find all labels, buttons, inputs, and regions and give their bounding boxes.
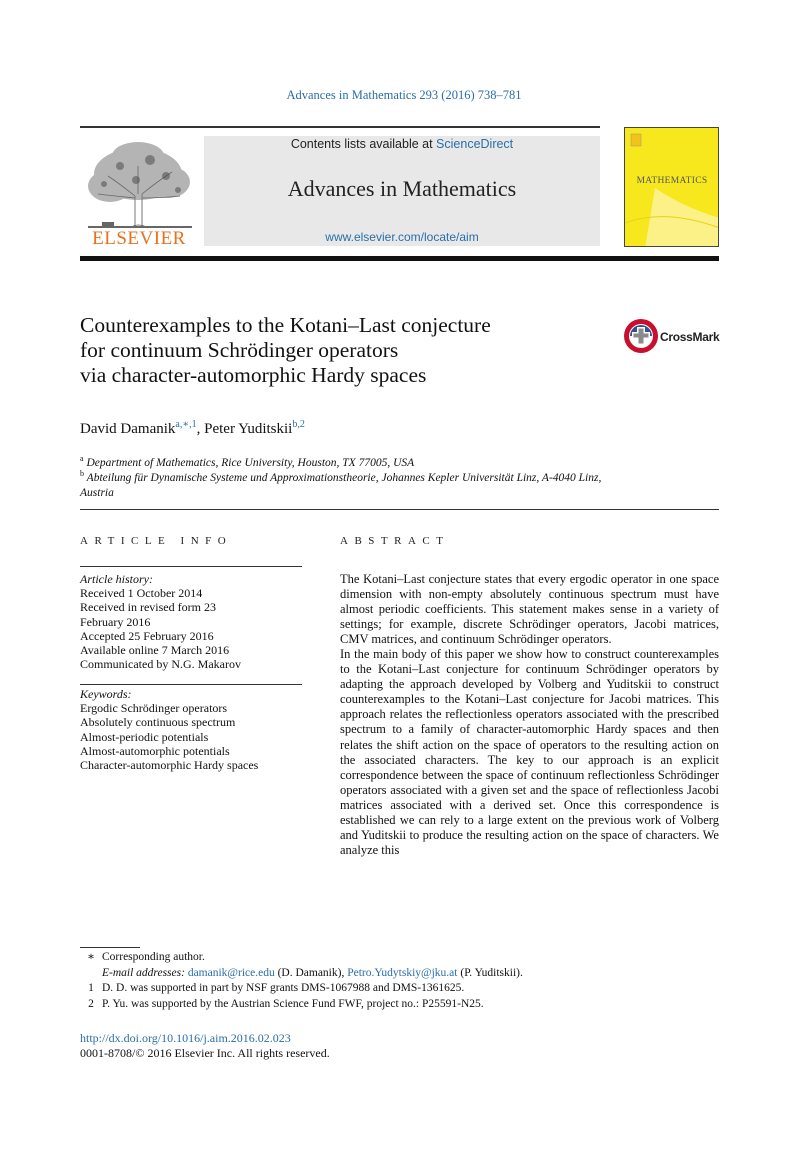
affiliation-text: Department of Mathematics, Rice University, Houston, TX 77005, USA: [86, 456, 415, 469]
history-item: February 2016: [80, 614, 151, 629]
elsevier-wordmark: ELSEVIER: [92, 228, 186, 249]
affiliation-mark: a: [80, 454, 84, 463]
cover-artwork-icon: [625, 128, 719, 247]
copyright: 0001-8708/© 2016 Elsevier Inc. All rights reserved.: [80, 1046, 330, 1060]
section-rule: [80, 509, 719, 510]
footnote-mark: 2: [88, 998, 94, 1010]
history-item: Accepted 25 February 2016: [80, 628, 214, 643]
journal-url-link[interactable]: www.elsevier.com/locate/aim: [325, 230, 479, 244]
footnote-rule: [80, 947, 140, 948]
author-marks[interactable]: b,2: [292, 419, 305, 430]
author-marks[interactable]: a,∗,1: [175, 419, 197, 430]
abstract-paragraph: The Kotani–Last conjecture states that every ergodic operator in one space dimension with non-empty absolutely continuous spectrum must have almost periodic coefficients. This statement makes sense in a variety of settings; for example, discrete Schrödinger operators, Jacobi matrices, CMV matrices, and continuum Schrödinger operators.: [340, 572, 719, 647]
email-link[interactable]: damanik@rice.edu: [187, 967, 275, 979]
footnote-text: P. Yu. was supported by the Austrian Science Fund FWF, project no.: P25591-N25.: [102, 998, 484, 1010]
affiliation-mark: b: [80, 469, 84, 478]
footnote-text: D. D. was supported in part by NSF grants DMS-1067988 and DMS-1361625.: [102, 982, 465, 994]
author-name: Peter Yuditskii: [204, 421, 293, 437]
crossmark-label[interactable]: CrossMark: [660, 330, 720, 344]
history-label: Article history:: [80, 572, 153, 586]
sciencedirect-link[interactable]: ScienceDirect: [436, 137, 514, 151]
paper-title: [80, 313, 600, 388]
author-list: [80, 419, 305, 438]
history-item: Received 1 October 2014: [80, 586, 203, 601]
history-item: Received in revised form 23: [80, 600, 216, 615]
footnote-2: [80, 997, 720, 1012]
keywords-label: Keywords:: [80, 687, 132, 701]
title-line: for continuum Schrödinger operators: [80, 338, 399, 362]
journal-title: Advances in Mathematics: [287, 176, 517, 201]
cover-title: MATHEMATICS: [636, 176, 708, 186]
author-separator: ,: [196, 421, 205, 437]
keyword-item: Ergodic Schrödinger operators: [80, 701, 228, 716]
contents-line: [204, 137, 600, 151]
journal-cover[interactable]: [624, 127, 719, 247]
email-owner: (P. Yuditskii).: [457, 967, 523, 979]
footnote-1: [80, 981, 720, 996]
abstract-body: [340, 572, 719, 858]
title-line: via character-automorphic Hardy spaces: [80, 363, 427, 387]
footnote-emails: [102, 966, 742, 981]
keywords: [80, 687, 310, 772]
history-item: Available online 7 March 2016: [80, 643, 230, 658]
keyword-item: Almost-automorphic potentials: [80, 743, 230, 758]
header-thick-rule: [80, 256, 719, 261]
abstract-paragraph: In the main body of this paper we show how to construct counterexamples to the Kotani–Last conjecture for continuum Schrödinger operators by adapting the approach developed by Volberg and Yuditskii to construct counterexamples to the Kotani–Last conjecture for Jacobi matrices. This approach relates the reflectionless operators associated with the prescribed spectrum to a family of character-automorphic Hardy spaces and then relates the shift action on the space of operators to the resulting action on the associated characters. The key to our approach is an explicit correspondence between the space of continuum reflectionless Schrödinger operators associated with a given set and the space of reflectionless Jacobi matrices associated with a derived set. Once this correspondence is established we can rely to a large extent on the previous work of Volberg and Yuditskii to produce the resulting action on the space of characters. We analyze this: [340, 647, 719, 857]
doi-link[interactable]: http://dx.doi.org/10.1016/j.aim.2016.02.023: [80, 1031, 291, 1045]
footnote-mark: ∗: [87, 951, 95, 963]
abstract-heading: ABSTRACT: [340, 535, 450, 547]
keyword-item: Character-automorphic Hardy spaces: [80, 758, 259, 773]
footnote-text: Corresponding author.: [102, 951, 205, 963]
email-link[interactable]: Petro.Yudytskiy@jku.at: [347, 967, 458, 979]
article-info-rule: [80, 566, 302, 567]
affiliation: [80, 466, 610, 501]
footnote-corresponding: [80, 950, 720, 965]
article-history: [80, 572, 310, 671]
contents-prefix: Contents lists available at: [290, 137, 437, 151]
article-info-rule: [80, 684, 302, 685]
history-item: Communicated by N.G. Makarov: [80, 657, 241, 672]
email-owner: (D. Damanik),: [274, 967, 348, 979]
header-rule: [80, 126, 600, 128]
footnote-mark: 1: [88, 982, 94, 994]
keyword-item: Almost-periodic potentials: [80, 729, 209, 744]
author-name: David Damanik: [80, 421, 176, 437]
journal-reference[interactable]: Advances in Mathematics 293 (2016) 738–781: [286, 88, 522, 102]
keyword-item: Absolutely continuous spectrum: [80, 715, 236, 730]
title-line: Counterexamples to the Kotani–Last conjecture: [80, 313, 491, 337]
affiliation-text: Abteilung für Dynamische Systeme und Approximationstheorie, Johannes Kepler Universität Linz, A-4040 Linz, Austria: [80, 471, 602, 499]
email-label: E-mail addresses:: [102, 967, 185, 979]
article-info-heading: ARTICLE INFO: [80, 535, 233, 547]
